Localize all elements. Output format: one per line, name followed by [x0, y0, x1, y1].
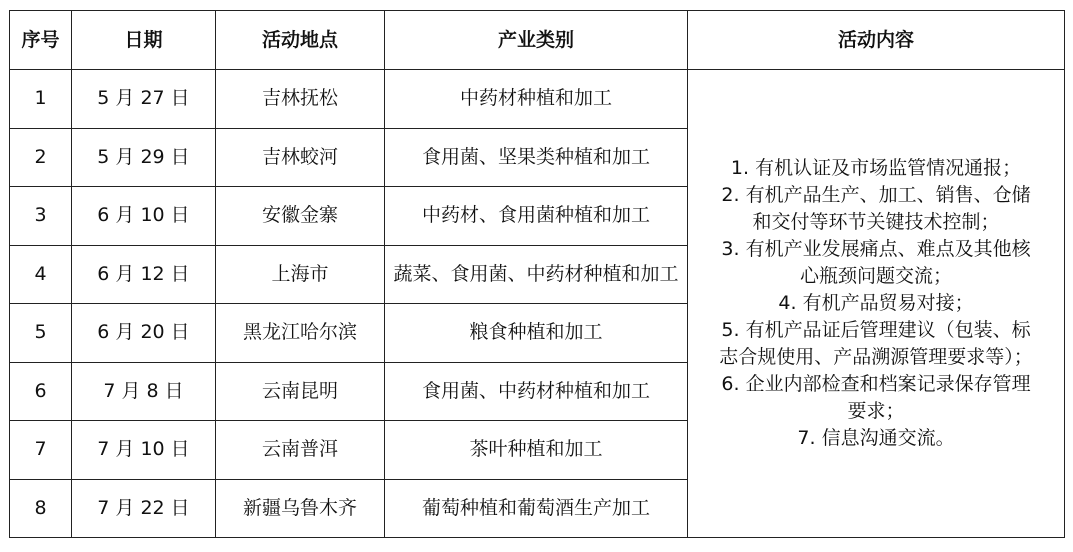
- cell-seq: 5: [10, 304, 72, 363]
- header-industry: 产业类别: [385, 11, 688, 70]
- content-line: 7. 信息沟通交流。: [797, 427, 955, 449]
- cell-date: 5 月 29 日: [72, 128, 216, 187]
- cell-date: 6 月 20 日: [72, 304, 216, 363]
- cell-industry: 茶叶种植和加工: [385, 421, 688, 480]
- content-line: 要求；: [847, 400, 905, 422]
- cell-industry: 粮食种植和加工: [385, 304, 688, 363]
- header-seq: 序号: [10, 11, 72, 70]
- cell-seq: 2: [10, 128, 72, 187]
- cell-seq: 3: [10, 187, 72, 246]
- cell-seq: 4: [10, 245, 72, 304]
- content-line: 1. 有机认证及市场监管情况通报；: [730, 157, 1022, 179]
- cell-industry: 蔬菜、食用菌、中药材种植和加工: [385, 245, 688, 304]
- cell-location: 新疆乌鲁木齐: [216, 479, 385, 538]
- activity-content-cell: [688, 70, 1065, 538]
- cell-location: 上海市: [216, 245, 385, 304]
- cell-seq: 8: [10, 479, 72, 538]
- header-date: 日期: [72, 11, 216, 70]
- cell-seq: 7: [10, 421, 72, 480]
- table-row: [10, 70, 1065, 129]
- cell-date: 7 月 22 日: [72, 479, 216, 538]
- cell-location: 吉林抚松: [216, 70, 385, 129]
- content-line: 和交付等环节关键技术控制；: [752, 211, 1000, 233]
- cell-industry: 葡萄种植和葡萄酒生产加工: [385, 479, 688, 538]
- cell-industry: 中药材、食用菌种植和加工: [385, 187, 688, 246]
- content-line: 3. 有机产业发展痛点、难点及其他核: [721, 238, 1031, 260]
- cell-date: 6 月 12 日: [72, 245, 216, 304]
- content-line: 5. 有机产品证后管理建议（包装、标: [721, 319, 1031, 341]
- cell-industry: 食用菌、中药材种植和加工: [385, 362, 688, 421]
- header-location: 活动地点: [216, 11, 385, 70]
- cell-industry: 中药材种植和加工: [385, 70, 688, 129]
- cell-seq: 6: [10, 362, 72, 421]
- cell-industry: 食用菌、坚果类种植和加工: [385, 128, 688, 187]
- content-line: 志合规使用、产品溯源管理要求等）；: [719, 346, 1033, 368]
- cell-location: 云南昆明: [216, 362, 385, 421]
- cell-location: 黑龙江哈尔滨: [216, 304, 385, 363]
- activity-schedule-table: [9, 10, 1065, 538]
- header-content: 活动内容: [688, 11, 1065, 70]
- cell-seq: 1: [10, 70, 72, 129]
- cell-location: 云南普洱: [216, 421, 385, 480]
- content-line: 心瓶颈问题交流；: [799, 265, 952, 287]
- cell-location: 吉林蛟河: [216, 128, 385, 187]
- cell-date: 5 月 27 日: [72, 70, 216, 129]
- cell-date: 7 月 8 日: [72, 362, 216, 421]
- content-line: 2. 有机产品生产、加工、销售、仓储: [721, 184, 1031, 206]
- table-header-row: [10, 11, 1065, 70]
- content-line: 4. 有机产品贸易对接；: [778, 292, 974, 314]
- cell-date: 6 月 10 日: [72, 187, 216, 246]
- content-line: 6. 企业内部检查和档案记录保存管理: [721, 373, 1031, 395]
- cell-date: 7 月 10 日: [72, 421, 216, 480]
- cell-location: 安徽金寨: [216, 187, 385, 246]
